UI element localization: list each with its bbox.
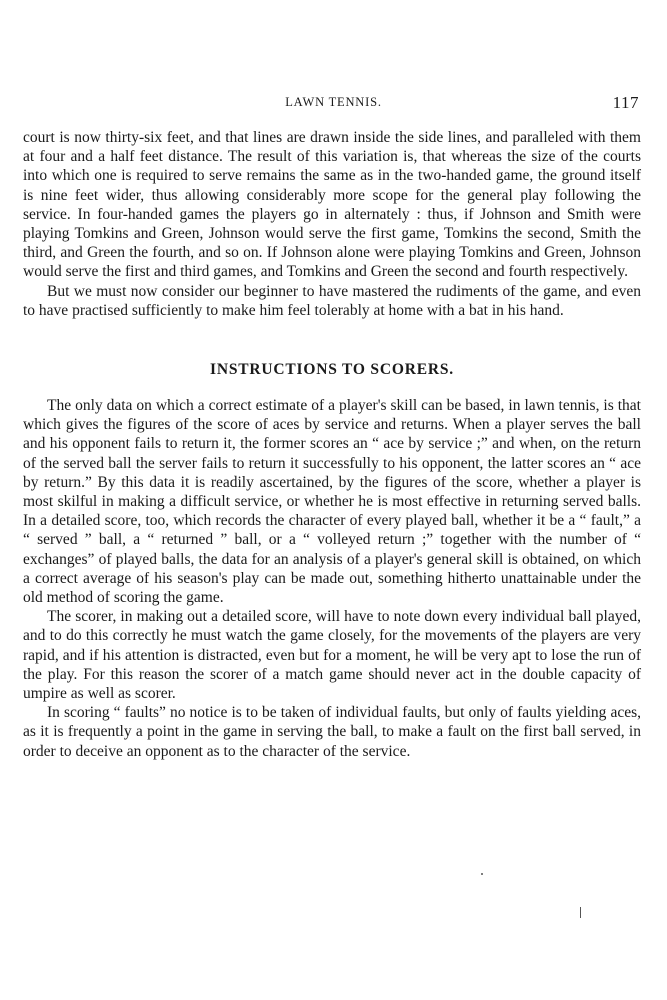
- paragraph-data-on-skill: The only data on which a correct estimate of a player's skill can be based, in lawn tennis, is that which gives the figures of the score of aces by service and returns. When a player serves the ball and his opponent fails to return it, the former scores an “ ace by service ;” and when, on the return of the served ball the server fails to return it successfully to his opponent, the latter scores an “ ace by return.” By this data it is readily ascertained, by the figures of the score, whether a player is most skilful in making a difficult service, or whether he is most effective in returning served balls. In a detailed score, too, which records the character of every played ball, whether it be a “ fault,” a “ served ” ball, a “ returned ” ball, or a “ volleyed return ;” together with the number of “ exchanges” of played balls, the data for an analysis of a player's general skill is obtained, on which a correct average of his season's play can be made out, something hitherto unattainable under the old method of scoring the game.: [23, 397, 641, 607]
- print-speck: [580, 907, 581, 918]
- paragraph-beginner: But we must now consider our beginner to have mastered the rudiments of the game, and even to have practised sufficiently to make him feel tolerably at home with a bat in his hand.: [23, 282, 641, 319]
- paragraph-scorer-duties: The scorer, in making out a detailed score, will have to note down every individual ball played, and to do this correctly he must watch the game closely, for the movements of the players are very rapid, and if his attention is distracted, even but for a moment, he will be very apt to lose the run of the play. For this reason the scorer of a match game should never act in the double capacity of umpire as well as scorer.: [23, 608, 641, 703]
- paragraph-scoring-faults: In scoring “ faults” no notice is to be taken of individual faults, but only of faults yielding aces, as it is frequently a point in the game in serving the ball, to make a fault on the first ball served, in order to deceive an opponent as to the character of the service.: [23, 704, 641, 760]
- section-heading: INSTRUCTIONS TO SCORERS.: [210, 361, 454, 379]
- page-number: 117: [612, 93, 639, 112]
- page-body: [23, 128, 641, 761]
- running-title: LAWN TENNIS.: [285, 95, 382, 109]
- paragraph-continued: court is now thirty-six feet, and that lines are drawn inside the side lines, and paralleled with them at four and a half feet distance. The result of this variation is, that whereas the size of the courts into which one is required to serve remains the same as in the two-handed game, the ground itself is nine feet wider, thus allowing considerably more scope for the general play following the service. In four-handed games the players go in alternately : thus, if Johnson and Smith were playing Tomkins and Green, Johnson would serve the first game, Tomkins the second, Smith the third, and Green the fourth, and so on. If Johnson alone were playing Tomkins and Green, Johnson would serve the first and third games, and Tomkins and Green the second and fourth respectively.: [23, 129, 641, 281]
- print-speck: [481, 873, 483, 875]
- running-head: [0, 93, 667, 113]
